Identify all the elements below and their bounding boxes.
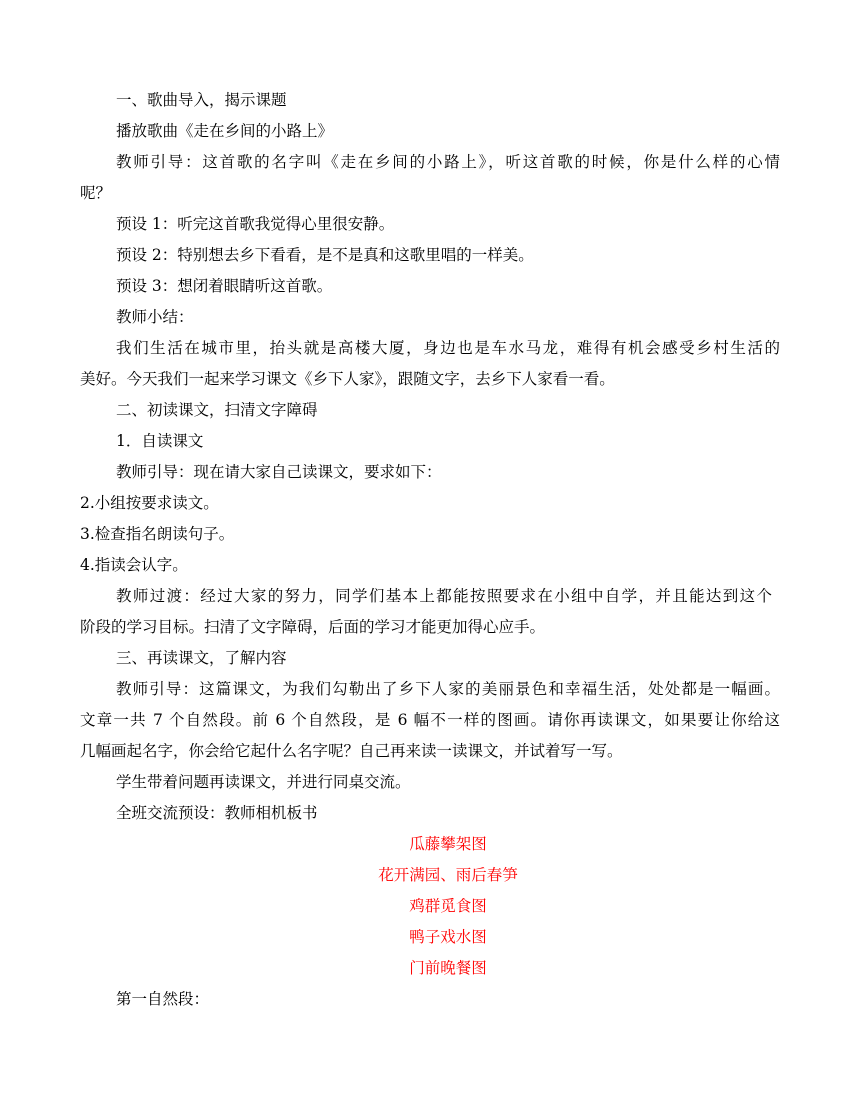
section-heading-2: 二、初读课文，扫清文字障碍: [116, 401, 318, 419]
paragraph-line: 播放歌曲《走在乡间的小路上》: [116, 122, 334, 140]
paragraph-line: 我们生活在城市里，抬头就是高楼大厦，身边也是车水马龙，难得有机会感受乡村生活的: [116, 339, 780, 357]
list-item: 4.指读会认字。: [80, 556, 188, 574]
paragraph-line: 1．自读课文: [116, 432, 204, 450]
board-writing-item: 门前晚餐图: [409, 959, 487, 977]
paragraph-line: 教师引导：这首歌的名字叫《走在乡间的小路上》，听这首歌的时候，你是什么样的心情: [116, 153, 780, 171]
paragraph-line: 教师引导：这篇课文，为我们勾勒出了乡下人家的美丽景色和幸福生活，处处都是一幅画。: [116, 680, 780, 698]
paragraph-line: 预设 2：特别想去乡下看看，是不是真和这歌里唱的一样美。: [116, 246, 534, 264]
paragraph-line: 教师过渡：经过大家的努力，同学们基本上都能按照要求在小组中自学，并且能达到这个: [116, 587, 772, 605]
board-writing-item: 鸡群觅食图: [409, 897, 487, 915]
paragraph-line: 预设 3：想闭着眼睛听这首歌。: [116, 277, 333, 295]
paragraph-line: 学生带着问题再读课文，并进行同桌交流。: [116, 773, 411, 791]
section-heading-1: 一、歌曲导入，揭示课题: [116, 91, 287, 109]
paragraph-line: 阶段的学习目标。扫清了文字障碍，后面的学习才能更加得心应手。: [80, 618, 546, 636]
paragraph-line: 预设 1：听完这首歌我觉得心里很安静。: [116, 215, 395, 233]
list-item: 2.小组按要求读文。: [80, 494, 219, 512]
paragraph-line: 教师小结：: [116, 308, 194, 326]
list-item: 3.检查指名朗读句子。: [80, 525, 235, 543]
paragraph-line: 文章一共 7 个自然段。前 6 个自然段，是 6 幅不一样的图画。请你再读课文，如果要让你给这: [80, 711, 780, 729]
board-writing-item: 瓜藤攀架图: [409, 835, 487, 853]
section-heading-3: 三、再读课文，了解内容: [116, 649, 287, 667]
paragraph-line: 美好。今天我们一起来学习课文《乡下人家》，跟随文字，去乡下人家看一看。: [80, 370, 615, 388]
paragraph-line: 呢？: [80, 184, 112, 202]
paragraph-line: 教师引导：现在请大家自己读课文，要求如下：: [116, 463, 442, 481]
paragraph-line: 第一自然段：: [116, 990, 210, 1008]
board-writing-item: 花开满园、雨后春笋: [378, 866, 518, 884]
paragraph-line: 全班交流预设：教师相机板书: [116, 804, 318, 822]
board-writing-item: 鸭子戏水图: [409, 928, 487, 946]
paragraph-line: 几幅画起名字，你会给它起什么名字呢？自己再来读一读课文，并试着写一写。: [80, 742, 623, 760]
